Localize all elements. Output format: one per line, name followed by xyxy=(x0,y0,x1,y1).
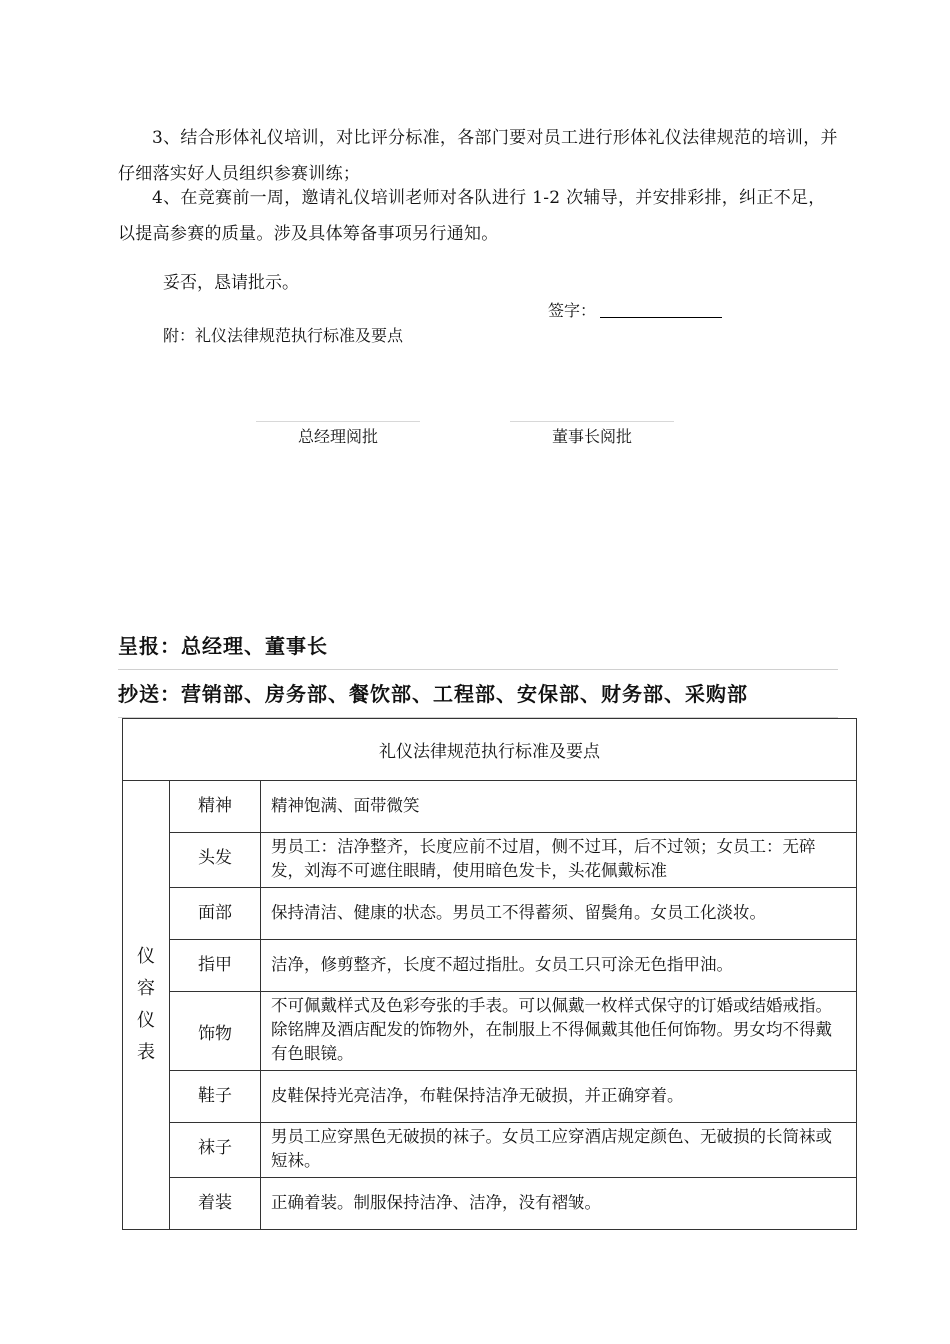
chairman-approval: 董事长阅批 xyxy=(510,421,674,447)
item-cell: 着装 xyxy=(170,1178,261,1230)
item-cell: 饰物 xyxy=(170,992,261,1071)
paragraph-4: 4、在竞赛前一周，邀请礼仪培训老师对各队进行 1-2 次辅导，并安排彩排，纠正不足，以提高参赛的质量。涉及具体筹备事项另行通知。 xyxy=(118,188,826,244)
desc-cell: 洁净，修剪整齐，长度不超过指肚。女员工只可涂无色指甲油。 xyxy=(261,940,857,992)
desc-cell: 精神饱满、面带微笑 xyxy=(261,781,857,833)
signature-field xyxy=(548,297,722,325)
item-cell: 袜子 xyxy=(170,1123,261,1178)
desc-cell: 正确着装。制服保持洁净、洁净，没有褶皱。 xyxy=(261,1178,857,1230)
item-cell: 头发 xyxy=(170,833,261,888)
attachment-note: 附：礼仪法律规范执行标准及要点 xyxy=(163,326,404,345)
standards-table xyxy=(122,718,857,1230)
item-cell: 指甲 xyxy=(170,940,261,992)
desc-cell: 皮鞋保持光亮洁净，布鞋保持洁净无破损，并正确穿着。 xyxy=(261,1071,857,1123)
table-title: 礼仪法律规范执行标准及要点 xyxy=(123,719,857,781)
item-cell: 面部 xyxy=(170,888,261,940)
approval-request: 妥否，恳请批示。 xyxy=(163,273,299,293)
item-cell: 精神 xyxy=(170,781,261,833)
report-to: 呈报：总经理、董事长 xyxy=(118,631,838,670)
copy-to: 抄送：营销部、房务部、餐饮部、工程部、安保部、财务部、采购部 xyxy=(118,679,838,718)
paragraph-3: 3、结合形体礼仪培训，对比评分标准，各部门要对员工进行形体礼仪法律规范的培训，并仔细落实好人员组织参赛训练； xyxy=(118,128,838,184)
category-label: 仪容仪表 xyxy=(137,946,155,1063)
signature-label: 签字： xyxy=(548,301,597,320)
item-cell: 鞋子 xyxy=(170,1071,261,1123)
signature-line xyxy=(600,299,722,318)
gm-approval: 总经理阅批 xyxy=(256,421,420,447)
desc-cell: 不可佩戴样式及色彩夸张的手表。可以佩戴一枚样式保守的订婚或结婚戒指。除铭牌及酒店配发的饰物外，在制服上不得佩戴其他任何饰物。男女均不得戴有色眼镜。 xyxy=(261,992,857,1071)
desc-cell: 保持清洁、健康的状态。男员工不得蓄须、留鬓角。女员工化淡妆。 xyxy=(261,888,857,940)
desc-cell: 男员工：洁净整齐，长度应前不过眉，侧不过耳，后不过领；女员工：无碎发，刘海不可遮住眼睛，使用暗色发卡，头花佩戴标准 xyxy=(261,833,857,888)
desc-cell: 男员工应穿黑色无破损的袜子。女员工应穿酒店规定颜色、无破损的长筒袜或短袜。 xyxy=(261,1123,857,1178)
category-cell xyxy=(123,781,170,1230)
